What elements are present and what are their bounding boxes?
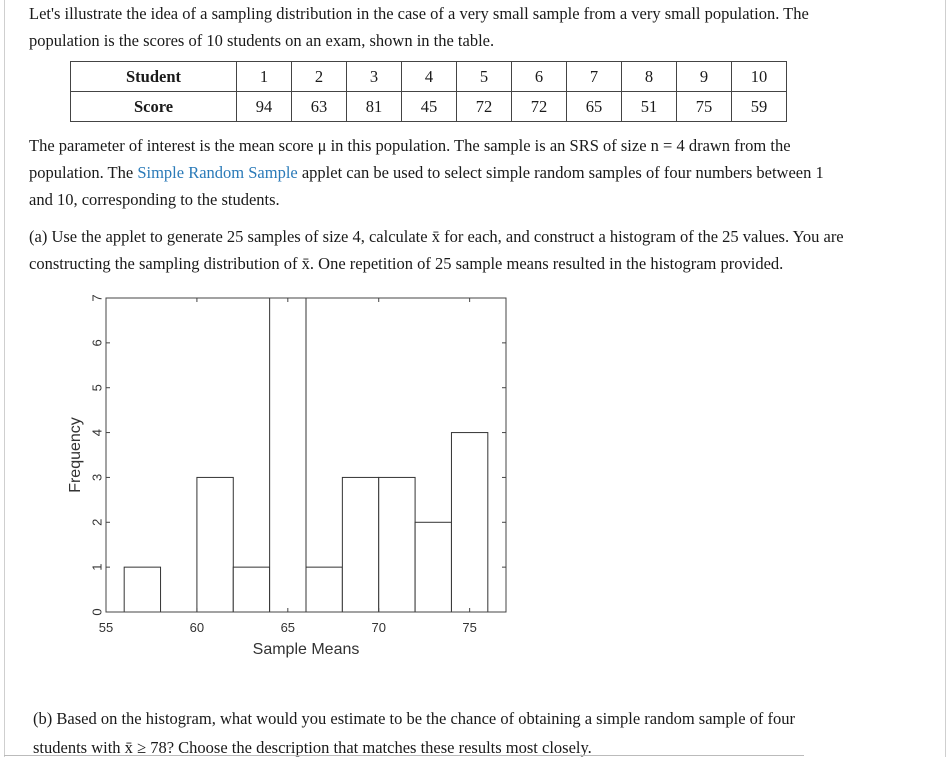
parameter-line-2-start: population. The [29,163,138,182]
intro-line-2: population is the scores of 10 students on an exam, shown in the table. [29,31,495,50]
y-tick-label: 3 [89,473,105,482]
histogram-bar [379,477,415,612]
score-header: Score [71,92,237,122]
y-tick-label: 5 [89,384,105,392]
x-axis-label: Sample Means [252,641,360,658]
student-cell: 10 [732,62,787,92]
bottom-divider [4,755,804,756]
student-cell: 1 [237,62,292,92]
score-cell: 59 [732,92,787,122]
histogram-bar [233,567,269,612]
part-a-line-1: (a) Use the applet to generate 25 samples of size 4, calculate x̄ for each, and construct a histogram of the 25 values. You are [29,227,844,246]
part-b-line-1: (b) Based on the histogram, what would you estimate to be the chance of obtaining a simple random sample of four [33,709,796,728]
x-tick-label: 60 [189,620,205,635]
score-cell: 81 [347,92,402,122]
simple-random-sample-link[interactable]: Simple Random Sample [137,163,298,182]
student-cell: 9 [677,62,732,92]
intro-paragraph [29,0,934,54]
score-cell: 45 [402,92,457,122]
y-tick-label: 2 [89,518,105,526]
y-tick-label: 6 [89,339,105,347]
score-cell: 65 [567,92,622,122]
part-b-line-2: students with x̄ ≥ 78? Choose the description that matches these results most closely. [33,738,592,757]
score-cell: 72 [457,92,512,122]
score-cell: 75 [677,92,732,122]
x-tick-label: 65 [280,620,296,635]
score-cell: 94 [237,92,292,122]
parameter-line-3: and 10, corresponding to the students. [29,190,280,209]
y-tick-label: 4 [89,428,105,437]
histogram-bar [415,522,451,612]
parameter-line-1: The parameter of interest is the mean score μ in this population. The sample is an SRS of size n = 4 drawn from the [29,136,791,155]
x-tick-label: 70 [371,620,386,635]
parameter-line-2-end: applet can be used to select simple random samples of four numbers between 1 [297,163,824,182]
y-tick-label: 0 [89,608,105,616]
part-b-paragraph [33,704,938,762]
student-cell: 6 [512,62,567,92]
sample-means-histogram [60,284,530,664]
parameter-paragraph [29,132,934,213]
histogram-bar [197,477,233,612]
student-cell: 5 [457,62,512,92]
score-cell: 63 [292,92,347,122]
y-tick-label: 7 [89,294,105,302]
student-cell: 3 [347,62,402,92]
score-cell: 51 [622,92,677,122]
student-cell: 2 [292,62,347,92]
x-tick-label: 75 [462,620,477,635]
score-row [71,92,787,122]
histogram-bar [306,567,342,612]
score-cell: 72 [512,92,567,122]
student-cell: 8 [622,62,677,92]
y-axis-label: Frequency [67,417,84,493]
part-a-line-2: constructing the sampling distribution of x̄. One repetition of 25 sample means resulted in the histogram provided. [29,254,784,273]
histogram-bar [342,477,378,612]
histogram-bar [451,433,487,612]
student-cell: 4 [402,62,457,92]
x-tick-label: 55 [98,620,114,635]
part-a-paragraph [29,223,934,277]
intro-line-1: Let's illustrate the idea of a sampling distribution in the case of a very small sample from a very small population. The [29,4,809,23]
student-header: Student [71,62,237,92]
histogram-bar [270,298,306,612]
student-row [71,62,787,92]
scores-table [70,61,787,122]
student-cell: 7 [567,62,622,92]
histogram-bar [124,567,160,612]
y-tick-label: 1 [89,563,105,571]
